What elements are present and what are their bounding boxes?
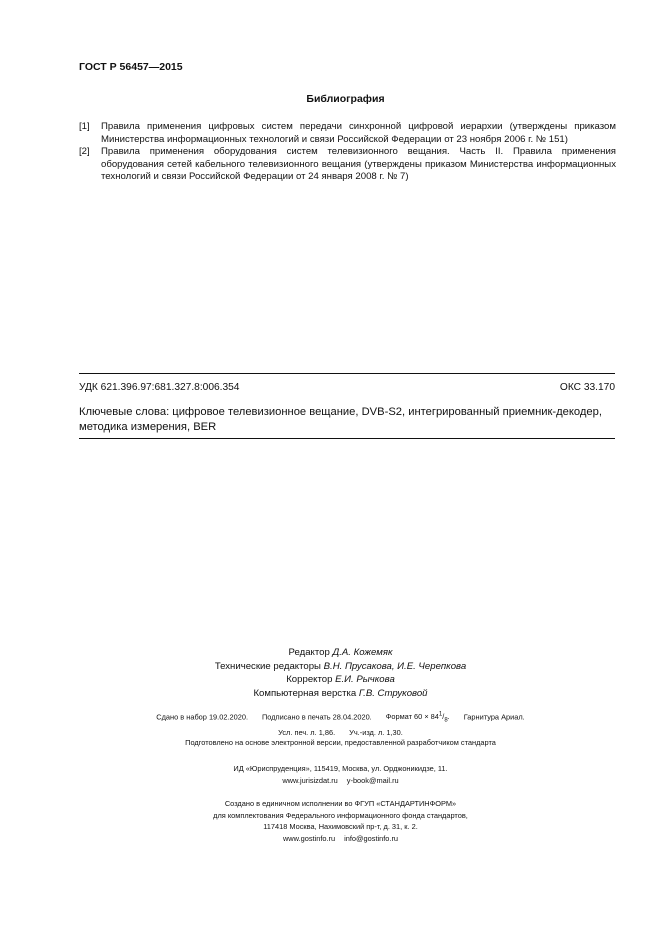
printer-email-link[interactable]: info@gostinfo.ru <box>344 833 399 843</box>
editorial-credits <box>0 646 661 700</box>
standard-id: ГОСТ Р 56457—2015 <box>79 61 183 73</box>
bibliography-list <box>79 121 616 184</box>
publisher-contacts <box>20 775 661 787</box>
publisher-block <box>0 763 661 786</box>
print-info <box>0 709 661 739</box>
oks-code: ОКС 33.170 <box>559 382 615 393</box>
printer-line-2: для комплектования Федерального информационного фонда стандартов, <box>213 810 468 820</box>
udc-code: УДК 621.396.97:681.327.8:006.354 <box>79 382 240 393</box>
publisher-address: ИД «Юриспруденция», 115419, Москва, ул. Орджоникидзе, 11. <box>233 764 448 773</box>
print-info-line-1: Сдано в набор 19.02.2020. Подписано в печать 28.04.2020. Формат $60 \times 84^1/_8$. Гарнитура Ариал. <box>156 712 525 724</box>
keywords: Ключевые слова: цифровое телевизионное вещание, DVB-S2, интегрированный приемник-декодер, методика измерения, BER <box>79 406 602 434</box>
top-divider <box>79 373 615 374</box>
publisher-site-link[interactable]: www.jurisizdat.ru <box>282 775 338 785</box>
printer-block <box>0 798 661 844</box>
prepared-note: Подготовлено на основе электронной версии, предоставленной разработчиком стандарта <box>185 738 496 747</box>
editor-name: Д.А. Кожемяк <box>332 647 393 658</box>
corrector-line: Корректор Е.И. Рычкова <box>286 674 395 685</box>
print-info-line-2: Усл. печ. л. 1,86. Уч.-изд. л. 1,30. <box>278 727 403 737</box>
bibliography-item <box>79 146 616 184</box>
bibliography-title: Библиография <box>306 93 385 105</box>
bibliography-item-text: Правила применения оборудования систем телевизионного вещания. Часть II. Правила применения оборудования сетей кабельного телевизионного вещания (утверждены приказом Министерства информационных технологий и связи Российской Федерации от 24 января 2008 г. № 7) <box>101 146 616 183</box>
bibliography-item <box>79 121 616 146</box>
bottom-divider <box>79 438 615 439</box>
format-value: Формат $60 \times 84^1/_8$. <box>385 712 450 724</box>
layout-name: Г.В. Струковой <box>358 687 428 699</box>
tech-editors-line: Технические редакторы В.Н. Прусакова, И.Е. Черепкова <box>214 660 467 672</box>
printer-line-1: Создано в единичном исполнении во ФГУП «СТАНДАРТИНФОРМ» <box>224 799 457 808</box>
tech-editors-names: В.Н. Прусакова, И.Е. Черепкова <box>323 660 467 672</box>
printer-contacts <box>20 833 661 845</box>
printer-site-link[interactable]: www.gostinfo.ru <box>282 833 336 843</box>
layout-line: Компьютерная верстка Г.В. Струковой <box>253 687 428 699</box>
bibliography-item-number: [1] <box>79 121 90 132</box>
corrector-name: Е.И. Рычкова <box>335 674 395 685</box>
publisher-email-link[interactable]: y-book@mail.ru <box>346 775 399 785</box>
bibliography-item-text: Правила применения цифровых систем передачи синхронной цифровой иерархии (утверждены приказом Министерства информационных технологий и связи Российской Федерации от 23 ноября 2006 г. № 151) <box>101 121 616 145</box>
bibliography-item-number: [2] <box>79 146 90 158</box>
printer-line-3: 117418 Москва, Нахимовский пр-т, д. 31, к. 2. <box>263 822 418 832</box>
editor-line: Редактор Д.А. Кожемяк <box>288 647 393 658</box>
